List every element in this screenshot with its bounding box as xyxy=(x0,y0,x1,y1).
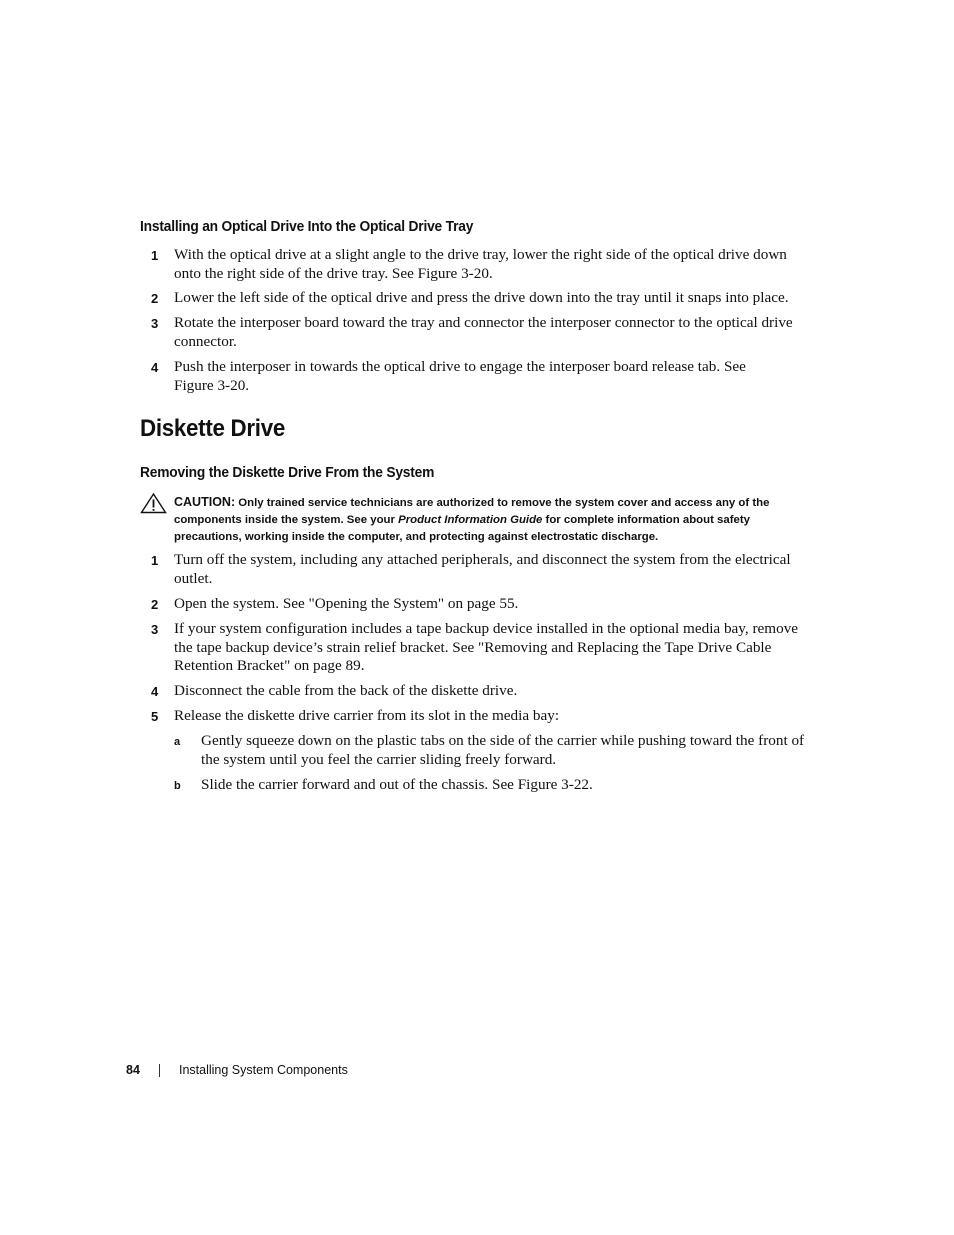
page-number: 84 xyxy=(126,1063,140,1077)
step-number: 4 xyxy=(151,360,159,375)
footer-section-title: Installing System Components xyxy=(179,1063,348,1077)
step-number: 3 xyxy=(151,316,159,331)
subsection-heading: Removing the Diskette Drive From the System xyxy=(140,465,435,481)
caution-text-cont: for complete information about safety precautions, working inside the computer, and protecting against electrostatic discharge. xyxy=(174,514,750,543)
section-heading-diskette-drive: Diskette Drive xyxy=(140,415,285,442)
substep-text: Slide the carrier forward and out of the chassis. See Figure 3-22. xyxy=(201,776,593,793)
footer-divider xyxy=(159,1064,160,1077)
step-number: 2 xyxy=(151,597,159,612)
step-number: 1 xyxy=(151,553,159,568)
step-text: If your system configuration includes a tape backup device installed in the optional media bay, remove the tape backup device’s strain relief bracket. See "Removing and Replacing the Tape Drive Cable Retention Bracket" on page 89. xyxy=(174,620,799,675)
step-number: 3 xyxy=(151,622,159,637)
step-text: Push the interposer in towards the optical drive to engage the interposer board release tab. See Figure 3-20. xyxy=(174,358,746,394)
step-text: Rotate the interposer board toward the tray and connector the interposer connector to the optical drive connector. xyxy=(174,314,793,350)
step-number: 4 xyxy=(151,684,159,699)
caution-guide-title: Product Information Guide xyxy=(398,514,543,526)
substep-letter: b xyxy=(174,780,181,792)
substep-text: Gently squeeze down on the plastic tabs on the side of the carrier while pushing toward the front of the system until you feel the carrier sliding freely forward. xyxy=(201,732,805,768)
step-text: Disconnect the cable from the back of the diskette drive. xyxy=(174,682,518,699)
step-text: Open the system. See "Opening the System" on page 55. xyxy=(174,595,519,612)
step-text: Release the diskette drive carrier from its slot in the media bay: xyxy=(174,707,560,724)
section-heading-optical-drive: Installing an Optical Drive Into the Optical Drive Tray xyxy=(140,219,474,235)
step-number: 2 xyxy=(151,291,159,306)
caution-label: CAUTION: xyxy=(174,495,236,509)
step-number: 5 xyxy=(151,709,159,724)
substep-letter: a xyxy=(174,736,181,748)
step-text: With the optical drive at a slight angle to the drive tray, lower the right side of the optical drive down onto the right side of the drive tray. See Figure 3-20. xyxy=(174,246,787,282)
step-number: 1 xyxy=(151,248,159,263)
step-text: Turn off the system, including any attached peripherals, and disconnect the system from the electrical outlet. xyxy=(174,551,791,587)
caution-triangle-icon xyxy=(140,492,167,514)
caution-note xyxy=(174,494,814,546)
step-text: Lower the left side of the optical drive and press the drive down into the tray until it snaps into place. xyxy=(174,289,789,306)
caution-text: Only trained service technicians are authorized to remove the system cover and access any of the components inside the system. See your xyxy=(174,497,770,526)
